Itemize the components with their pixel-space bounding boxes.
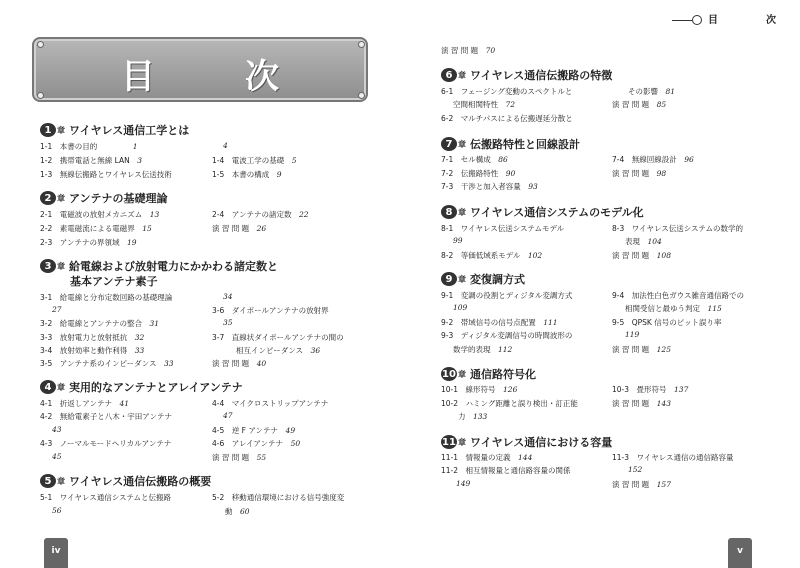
toc-entry[interactable]: 1-4 電波工学の基礎 5 [212, 156, 297, 165]
chapter-title-line2: 基本アンテナ素子 [70, 275, 158, 288]
toc-entry[interactable]: 4-1 折返しアンテナ 41 [40, 399, 129, 408]
chapter-title: ワイヤレス通信工学とは [69, 124, 190, 137]
toc-entry[interactable]: 7-3 干渉と加入者容量 93 [441, 182, 538, 191]
toc-entry[interactable]: 6-1 フェージング変動のスペクトルと [441, 87, 573, 96]
toc-entry[interactable]: 演 習 問 題 108 [612, 251, 671, 260]
chapter-number-badge: 9 [441, 272, 457, 286]
toc-entry[interactable]: 9-1 変調の役割とディジタル変調方式 [441, 291, 573, 300]
toc-entry[interactable]: 152 [628, 465, 643, 474]
toc-entry[interactable]: 動 60 [225, 507, 250, 516]
toc-entry[interactable]: 演 習 問 題 157 [612, 480, 671, 489]
toc-entry[interactable]: 4-6 アレイアンテナ 50 [212, 439, 301, 448]
header-circle-icon [692, 15, 702, 25]
chapter-number-badge: 2 [40, 191, 56, 205]
toc-entry[interactable]: 34 [223, 292, 233, 301]
chapter-title: 伝搬路特性と回線設計 [470, 138, 580, 151]
banner-rivet-icon [358, 41, 365, 48]
chapter-number-badge: 5 [40, 474, 56, 488]
chapter-heading: 11 章 ワイヤレス通信における容量 [442, 436, 613, 449]
page-title-char1: 目 [121, 57, 155, 97]
toc-entry[interactable]: 2-4 アンテナの諸定数 22 [212, 210, 309, 219]
toc-entry[interactable]: 3-3 放射電力と放射抵抗 32 [40, 333, 145, 342]
chapter-number-badge: 7 [441, 137, 457, 151]
banner-rivet-icon [358, 92, 365, 99]
chapter-heading: 1 章 ワイヤレス通信工学とは [40, 122, 189, 138]
toc-entry[interactable]: 演 習 問 題 55 [212, 453, 267, 462]
toc-entry[interactable]: 演 習 問 題 40 [212, 359, 267, 368]
chapter-title: 実用的なアンテナとアレイアンテナ [69, 381, 243, 394]
toc-entry[interactable]: 演 習 問 題 70 [441, 46, 496, 55]
chapter-number-badge: 6 [441, 68, 457, 82]
toc-entry[interactable]: 表現 104 [625, 237, 662, 246]
chapter-title: 給電線および放射電力にかかわる諸定数と [69, 260, 278, 273]
toc-entry[interactable]: 空間相関特性 72 [453, 100, 516, 109]
toc-entry[interactable]: 演 習 問 題 98 [612, 169, 667, 178]
toc-entry[interactable]: 11-2 相互情報量と通信路容量の関係 [441, 466, 571, 475]
chapter-title: 通信路符号化 [470, 368, 536, 381]
chapter-number-badge: 3 [40, 259, 56, 273]
page-number-tab: v [728, 538, 752, 568]
toc-entry[interactable]: 1-2 携帯電話と無線 LAN 3 [40, 156, 143, 165]
toc-entry[interactable]: 9-3 ディジタル変調信号の時間波形の [441, 331, 573, 340]
toc-entry[interactable]: 9-5 QPSK 信号のビット誤り率 [612, 318, 722, 327]
header-title-char2: 次 [766, 15, 776, 26]
chapter-title: アンテナの基礎理論 [69, 192, 168, 205]
toc-entry[interactable]: 3-6 ダイポールアンテナの放射界 [212, 306, 329, 315]
toc-entry[interactable]: 43 [52, 425, 62, 434]
toc-entry[interactable]: その影響 81 [628, 87, 676, 96]
header-title-char1: 目 [708, 15, 718, 26]
toc-entry[interactable]: 演 習 問 題 85 [612, 100, 667, 109]
header-rule [672, 20, 692, 21]
toc-entry[interactable]: 10-1 線形符号 126 [441, 385, 518, 394]
toc-entry[interactable]: 4-4 マイクロストリップアンテナ [212, 399, 329, 408]
toc-entry[interactable]: 56 [52, 506, 62, 515]
toc-entry[interactable]: 1-1 本書の目的 1 [40, 142, 138, 151]
chapter-heading: 8 章 ワイヤレス通信システムのモデル化 [441, 204, 644, 220]
toc-entry[interactable]: 8-2 等価低域系モデル 102 [441, 251, 543, 260]
toc-entry[interactable]: 109 [453, 303, 468, 312]
chapter-heading: 10 章 通信路符号化 [442, 368, 536, 381]
toc-entry[interactable]: 149 [456, 479, 471, 488]
toc-entry[interactable]: 11-1 情報量の定義 144 [441, 453, 533, 462]
toc-entry[interactable]: 3-1 給電線と分布定数回路の基礎理論 [40, 293, 173, 302]
banner-rivet-icon [37, 41, 44, 48]
toc-entry[interactable]: 7-2 伝搬路特性 90 [441, 169, 516, 178]
chapter-number-badge: 4 [40, 380, 56, 394]
toc-entry[interactable]: 相関受信と最ゆう判定 115 [625, 304, 722, 313]
chapter-number-badge: 1 [40, 123, 56, 137]
toc-entry[interactable]: 相互インピーダンス 36 [236, 346, 321, 355]
toc-entry[interactable]: 3-2 給電線とアンテナの整合 31 [40, 319, 159, 328]
toc-entry[interactable]: 3-4 放射効率と動作利得 33 [40, 346, 145, 355]
chapter-title: ワイヤレス通信システムのモデル化 [470, 206, 644, 219]
chapter-number-badge: 8 [441, 205, 457, 219]
chapter-title: ワイヤレス通信伝搬路の特徴 [470, 69, 613, 82]
toc-entry[interactable]: 11-3 ワイヤレス通信の通信路容量 [612, 453, 734, 462]
toc-entry[interactable]: 5-1 ワイヤレス通信システムと伝搬路 [40, 493, 171, 502]
banner-rivet-icon [37, 92, 44, 99]
toc-entry[interactable]: 2-2 素電磁流による電磁界 15 [40, 224, 152, 233]
chapter-heading: 6 章 ワイヤレス通信伝搬路の特徴 [441, 67, 612, 83]
toc-entry[interactable]: 119 [625, 330, 640, 339]
toc-entry[interactable]: 35 [223, 318, 233, 327]
chapter-heading: 5 章 ワイヤレス通信伝搬路の概要 [40, 473, 211, 489]
toc-entry[interactable]: 45 [52, 452, 62, 461]
toc-entry[interactable]: 4-3 ノーマルモードヘリカルアンテナ [40, 439, 172, 448]
chapter-heading: 9 章 変復調方式 [441, 271, 525, 287]
page-number-tab: iv [44, 538, 68, 568]
toc-entry[interactable]: 7-4 無線回線設計 96 [612, 155, 694, 164]
chapter-number-badge: 10 [442, 368, 456, 380]
chapter-heading: 3 章 給電線および放射電力にかかわる諸定数と [40, 258, 278, 274]
toc-entry[interactable]: 1-5 本書の構成 9 [212, 170, 282, 179]
chapter-title: ワイヤレス通信における容量 [470, 436, 613, 449]
toc-entry[interactable]: 4-5 逆 F アンテナ 49 [212, 426, 296, 435]
toc-entry[interactable]: 4 [223, 141, 228, 150]
chapter-title: 変復調方式 [470, 273, 525, 286]
toc-entry[interactable]: 演 習 問 題 125 [612, 345, 671, 354]
toc-entry[interactable]: 10-2 ハミング距離と誤り検出・訂正能 [441, 399, 578, 408]
toc-entry[interactable]: 6-2 マルチパスによる伝搬遅延分散と [441, 114, 573, 123]
chapter-heading: 7 章 伝搬路特性と回線設計 [441, 136, 580, 152]
chapter-heading: 4 章 実用的なアンテナとアレイアンテナ [40, 379, 243, 395]
toc-entry[interactable]: 8-3 ワイヤレス伝送システムの数学的 [612, 224, 743, 233]
toc-entry[interactable]: 数学的表現 112 [453, 345, 513, 354]
toc-entry[interactable]: 9-4 加法性白色ガウス雑音通信路での [612, 291, 745, 300]
toc-entry[interactable]: 3-5 アンテナ系のインピーダンス 33 [40, 359, 174, 368]
chapter-title: ワイヤレス通信伝搬路の概要 [69, 475, 212, 488]
chapter-number-badge: 11 [442, 436, 456, 448]
page-title-char2: 次 [245, 57, 279, 97]
toc-entry[interactable]: 47 [223, 411, 233, 420]
toc-entry[interactable]: 3-7 直線状ダイポールアンテナの間の [212, 333, 344, 342]
toc-entry[interactable]: 力 133 [458, 412, 488, 421]
toc-entry[interactable]: 4-2 無給電素子と八木・宇田アンテナ [40, 412, 172, 421]
toc-entry[interactable]: 2-3 アンテナの界領域 19 [40, 238, 137, 247]
toc-entry[interactable]: 10-3 畳形符号 137 [612, 385, 689, 394]
chapter-heading: 2 章 アンテナの基礎理論 [40, 190, 168, 206]
toc-entry[interactable]: 99 [453, 236, 463, 245]
toc-entry[interactable]: 演 習 問 題 26 [212, 224, 267, 233]
toc-entry[interactable]: 演 習 問 題 143 [612, 399, 671, 408]
toc-entry[interactable]: 7-1 セル構成 86 [441, 155, 508, 164]
toc-entry[interactable]: 27 [52, 305, 62, 314]
toc-entry[interactable]: 1-3 無線伝搬路とワイヤレス伝送技術 [40, 170, 180, 179]
toc-entry[interactable]: 9-2 帯域信号の信号点配置 111 [441, 318, 558, 327]
toc-entry[interactable]: 5-2 移動通信環境における信号強度変 [212, 493, 345, 502]
toc-entry[interactable]: 8-1 ワイヤレス伝送システムモデル [441, 224, 565, 233]
title-banner [32, 37, 368, 102]
toc-entry[interactable]: 2-1 電磁波の放射メカニズム 13 [40, 210, 160, 219]
